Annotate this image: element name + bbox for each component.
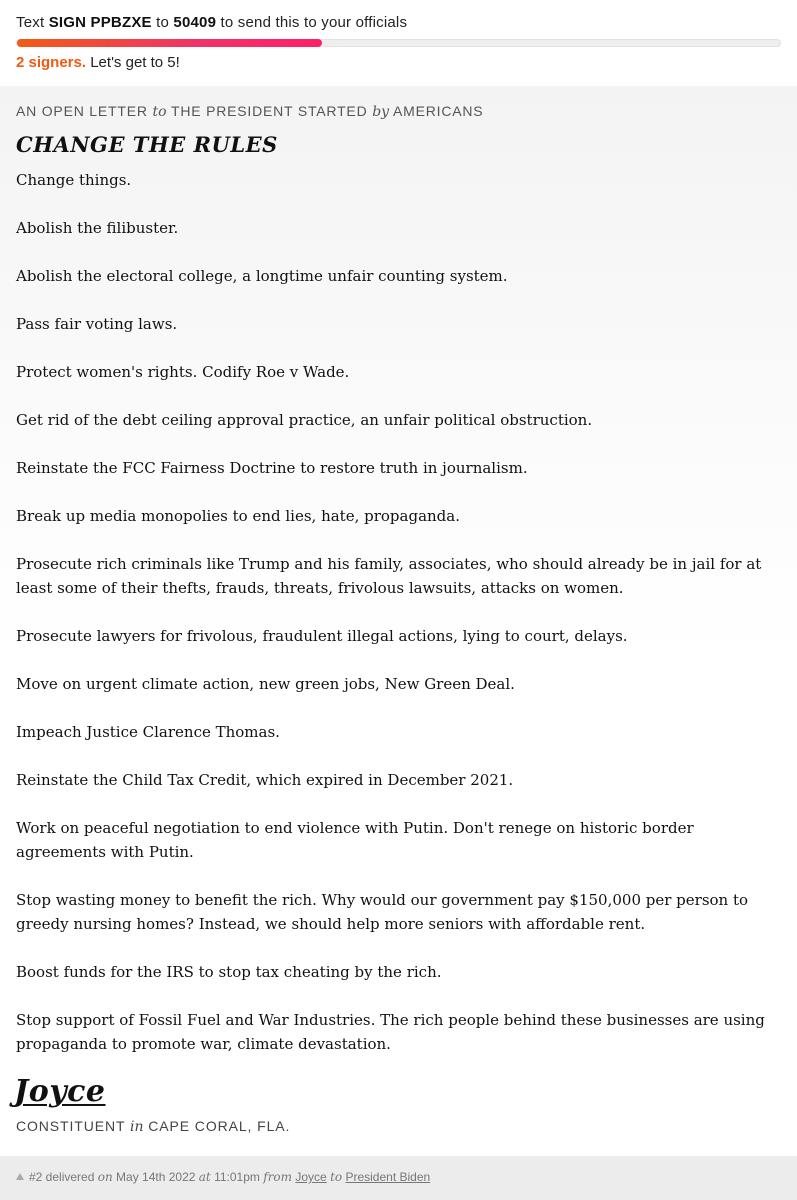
sms-prefix: Text: [16, 14, 45, 31]
sms-suffix: to send this to your officials: [220, 14, 408, 31]
letter-paragraph: Stop wasting money to benefit the rich. Why would our government pay $150,000 per person to greedy nursing homes? Instead, we should help more seniors with affordable rent.: [16, 891, 749, 933]
signer-progress-bar: [16, 39, 781, 47]
letter-paragraph: Reinstate the FCC Fairness Doctrine to restore truth in journalism.: [16, 459, 528, 477]
delivered-label: #2 delivered: [29, 1170, 95, 1184]
letter-paragraph: Abolish the filibuster.: [16, 219, 179, 237]
letter-title: CHANGE THE RULES: [16, 132, 278, 157]
letter-paragraph: Reinstate the Child Tax Credit, which expired in December 2021.: [16, 771, 514, 789]
footer-connector: on: [97, 1170, 113, 1184]
letter-paragraph: Break up media monopolies to end lies, hate, propaganda.: [16, 507, 460, 525]
sms-instruction: [16, 14, 407, 31]
sender-link[interactable]: Joyce: [295, 1170, 327, 1184]
eyebrow-part: AMERICANS: [392, 103, 484, 119]
open-letter: [0, 86, 797, 1156]
eyebrow-part: by: [372, 104, 390, 120]
letter-paragraph: Move on urgent climate action, new green jobs, New Green Deal.: [16, 675, 515, 693]
eyebrow-part: to: [152, 104, 167, 120]
constituent-in: in: [130, 1119, 144, 1135]
letter-paragraph: Impeach Justice Clarence Thomas.: [16, 723, 280, 741]
sms-middle: to: [156, 14, 170, 31]
signature: Joyce: [14, 1074, 106, 1109]
letter-paragraph: Stop support of Fossil Fuel and War Industries. The rich people behind these businesses are using propaganda to promote war, climate devastation.: [16, 1011, 765, 1053]
delivery-date: May 14th 2022: [116, 1170, 196, 1184]
letter-paragraph: Boost funds for the IRS to stop tax cheating by the rich.: [16, 963, 442, 981]
signers-goal: Let's get to 5!: [90, 54, 180, 71]
footer-connector: to: [330, 1170, 343, 1184]
letter-paragraph: Change things.: [16, 171, 132, 189]
footer-connector: at: [198, 1170, 211, 1184]
sms-number: 50409: [173, 14, 217, 31]
constituent-location: [16, 1118, 290, 1135]
sms-code: SIGN PPBZXE: [48, 14, 152, 31]
eyebrow-part: THE PRESIDENT STARTED: [170, 103, 368, 119]
letter-paragraph: Prosecute rich criminals like Trump and his family, associates, who should already be in jail for at least some of their thefts, frauds, threats, frivolous lawsuits, attacks on women.: [16, 555, 762, 597]
letter-eyebrow: [16, 103, 483, 120]
constituent-label: CONSTITUENT: [16, 1118, 126, 1134]
letter-paragraph: Abolish the electoral college, a longtime unfair counting system.: [16, 267, 508, 285]
letter-paragraph: Get rid of the debt ceiling approval practice, an unfair political obstruction.: [16, 411, 593, 429]
letter-paragraph: Protect women's rights. Codify Roe v Wade.: [16, 363, 350, 381]
signer-count: [16, 54, 180, 71]
sms-bar: [0, 0, 797, 86]
letter-paragraph: Prosecute lawyers for frivolous, fraudulent illegal actions, lying to court, delays.: [16, 627, 628, 645]
constituent-place: CAPE CORAL, FLA.: [148, 1118, 291, 1134]
letter-paragraph: Pass fair voting laws.: [16, 315, 178, 333]
signer-progress-fill: [17, 39, 322, 47]
eyebrow-part: AN OPEN LETTER: [16, 103, 148, 119]
delivery-time: 11:01pm: [214, 1170, 260, 1184]
triangle-up-icon: [16, 1173, 24, 1180]
recipient-link[interactable]: President Biden: [345, 1170, 431, 1184]
delivery-footer: [0, 1156, 797, 1200]
letter-paragraph: Work on peaceful negotiation to end violence with Putin. Don't renege on historic border agreements with Putin.: [16, 819, 694, 861]
delivery-info: [16, 1170, 430, 1184]
footer-connector: from: [263, 1170, 293, 1184]
letter-body: [16, 168, 786, 1080]
signers-count: 2 signers.: [16, 54, 87, 71]
